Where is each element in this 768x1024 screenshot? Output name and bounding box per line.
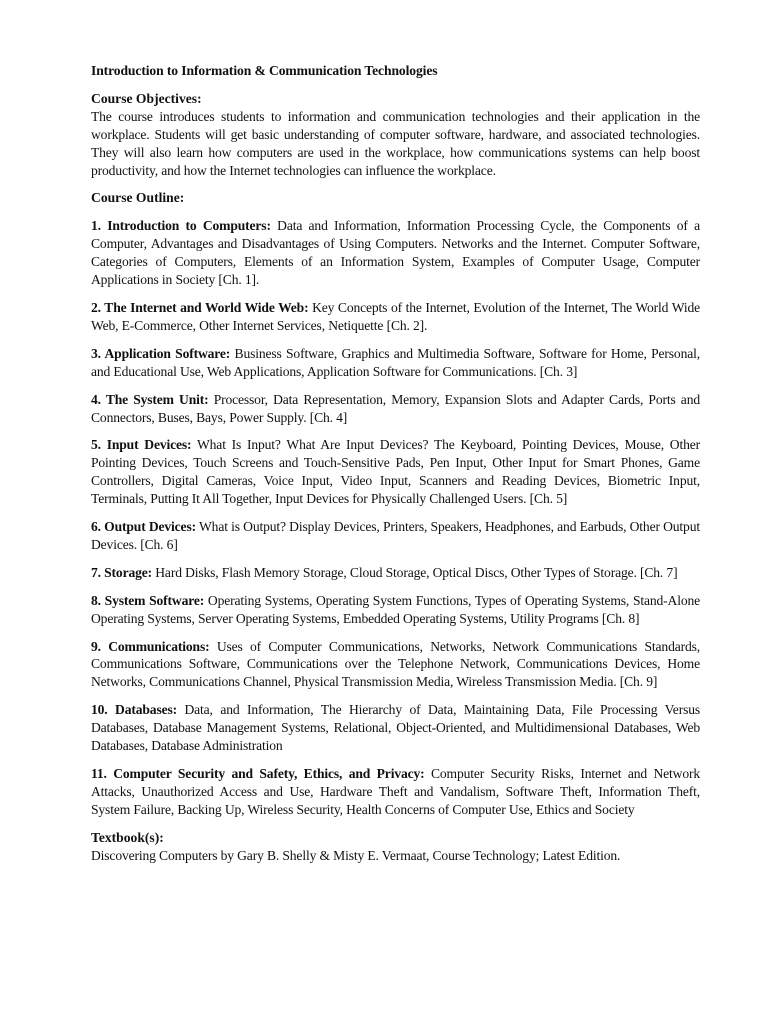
outline-item-text: Operating Systems, Operating System Functions, Types of Operating Systems, Stand-Alone Operating Systems, Server Operating Systems, Embedded Operating Systems, Utility Programs [Ch. 8] [91,592,701,626]
outline-item-text: Business Software, Graphics and Multimedia Software, Software for Home, Personal, and Educational Use, Web Applications, Application Software for Communications. [Ch. 3] [91,345,700,379]
outline-item [91,345,700,381]
outline-item-heading: 7. Storage: [91,564,153,580]
outline-item-text: Data and Information, Information Processing Cycle, the Components of a Computer, Advantages and Disadvantages of Using Computers. Networks and the Internet. Computer Software, Categories of Computers, Elements of an Information System, Examples of Computer Usage, Computer Applications in Society [Ch. 1]. [91,218,700,288]
outline-item-heading: 2. The Internet and World Wide Web: [91,299,309,315]
document-page [91,62,700,865]
outline-heading: Course Outline: [91,190,185,206]
outline-item [91,564,700,582]
textbook-text: Discovering Computers by Gary B. Shelly & Misty E. Vermaat, Course Technology; Latest Edition. [91,847,621,863]
outline-item-heading: 3. Application Software: [91,345,231,361]
outline-item [91,436,700,508]
document-title: Introduction to Information & Communication Technologies [91,63,438,78]
outline-item-text: Processor, Data Representation, Memory, Expansion Slots and Adapter Cards, Ports and Connectors, Buses, Bays, Power Supply. [Ch. 4] [91,391,700,425]
outline-item-text: What Is Input? What Are Input Devices? The Keyboard, Pointing Devices, Mouse, Other Pointing Devices, Touch Screens and Touch-Sensitive Pads, Pen Input, Other Input for Smart Phones, Game Controllers, Digital Cameras, Voice Input, Video Input, Scanners and Reading Devices, Biometric Input, Terminals, Putting It All Together, Input Devices for Physically Challenged Users. [Ch. 5] [91,437,700,507]
objectives-heading: Course Objectives: [91,90,202,106]
outline-item [91,391,700,427]
outline-item-heading: 1. Introduction to Computers: [91,218,271,234]
outline-item-heading: 11. Computer Security and Safety, Ethics, and Privacy: [91,766,425,781]
outline-item [91,592,700,628]
outline-item-heading: 9. Communications: [91,638,210,654]
outline-item-heading: 5. Input Devices: [91,437,192,453]
outline-item-text: Key Concepts of the Internet, Evolution of the Internet, The World Wide Web, E-Commerce, Other Internet Services, Netiquette [Ch. 2]. [91,299,700,333]
objectives-text: The course introduces students to information and communication technologies and their application in the workplace. Students will get basic understanding of computer software, hardware, and associated technologies. They will also learn how computers are used in the workplace, how communications systems can help boost productivity, and how the Internet technologies can influence the workplace. [91,108,700,178]
outline-item-text: What is Output? Display Devices, Printers, Speakers, Headphones, and Earbuds, Other Output Devices. [Ch. 6] [91,519,700,552]
outline-item-text: Computer Security Risks, Internet and Network Attacks, Unauthorized Access and Use, Hardware Theft and Vandalism, Software Theft, Information Theft, System Failure, Backing Up, Wireless Security, Health Concerns of Computer Use, Ethics and Society [91,766,700,817]
outline-item-heading: 4. The System Unit: [91,391,209,407]
outline-item-text: Hard Disks, Flash Memory Storage, Cloud Storage, Optical Discs, Other Types of Storage. [Ch. 7] [155,564,678,580]
outline-item [91,518,700,554]
outline-item [91,765,700,819]
outline-item-heading: 8. System Software: [91,592,205,608]
outline-item [91,217,700,289]
outline-item [91,701,700,755]
outline-item [91,299,700,335]
outline-item-text: Data, and Information, The Hierarchy of Data, Maintaining Data, File Processing Versus Databases, Database Management Systems, Relational, Object-Oriented, and Multidimensional Databases, Web Databases, Database Administration [91,702,700,754]
textbook-heading: Textbook(s): [91,829,164,845]
outline-item-text: Uses of Computer Communications, Networks, Network Communications Standards, Communications Software, Communications over the Telephone Network, Communications Devices, Home Networks, Communications Channel, Physical Transmission Media, Wireless Transmission Media. [Ch. 9] [91,638,701,690]
outline-item [91,638,700,692]
outline-item-heading: 10. Databases: [91,702,177,718]
outline-item-heading: 6. Output Devices: [91,519,196,535]
